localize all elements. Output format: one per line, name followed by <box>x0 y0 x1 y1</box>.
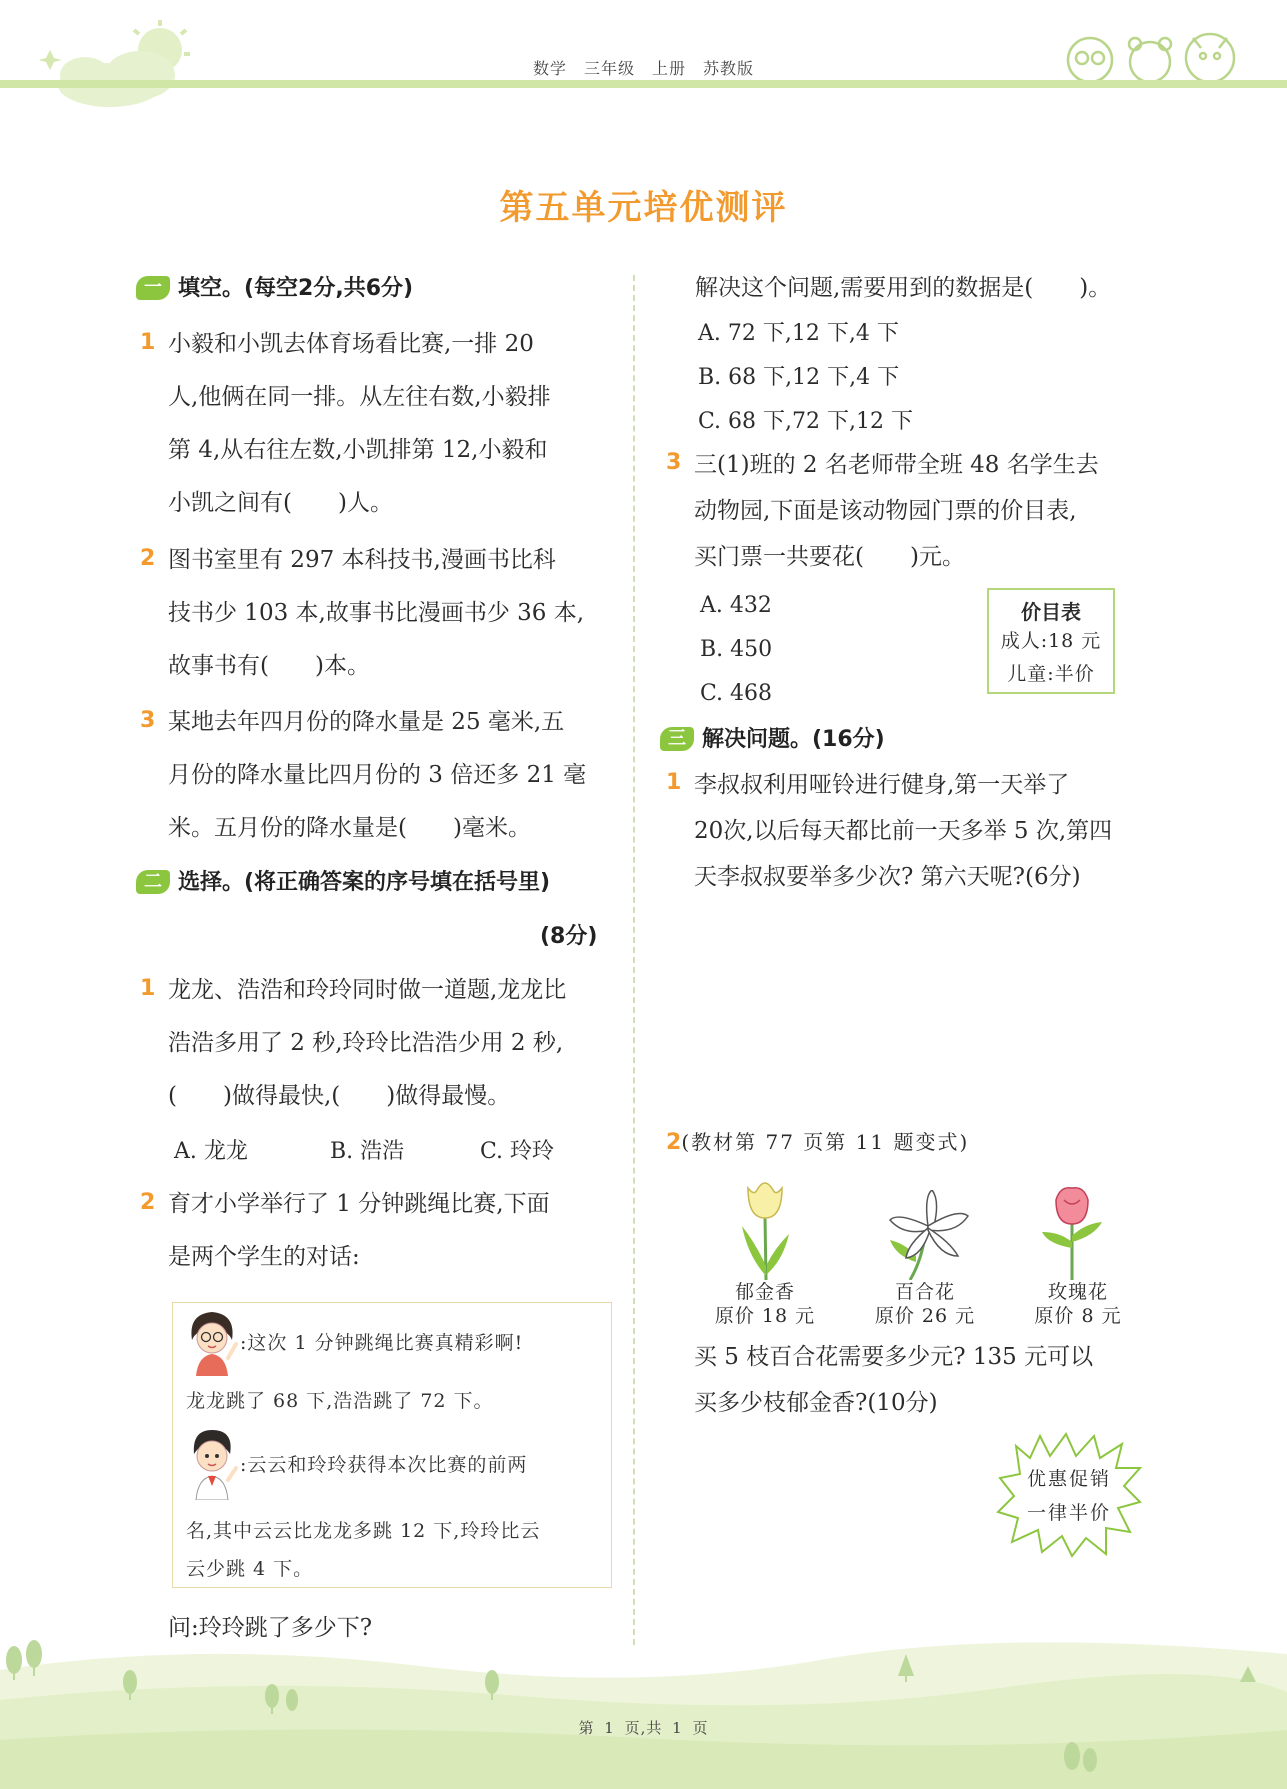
question-number: 1 <box>666 770 682 795</box>
dialog-line: :云云和玲玲获得本次比赛的前两 <box>240 1454 528 1476</box>
header-bar <box>0 80 1287 88</box>
question-text: 解决这个问题,需要用到的数据是( )。 <box>695 275 1112 301</box>
text-line: 育才小学举行了 1 分钟跳绳比赛,下面 <box>168 1191 550 1217</box>
text-line: 是两个学生的对话: <box>168 1244 360 1270</box>
text-line: ( )做得最快,( )做得最慢。 <box>168 1083 511 1109</box>
section-badge: 二 <box>136 870 170 894</box>
dialog-line: 龙龙跳了 68 下,浩浩跳了 72 下。 <box>186 1390 494 1412</box>
text-line: 买 5 枝百合花需要多少元? 135 元可以 <box>694 1344 1094 1370</box>
text-line: 浩浩多用了 2 秒,玲玲比浩浩少用 2 秒, <box>168 1030 564 1056</box>
promo-line: 优惠促销 <box>1026 1468 1111 1490</box>
section-title: 选择。(将正确答案的序号填在括号里) <box>178 870 551 895</box>
option: B. 68 下,12 下,4 下 <box>698 365 900 390</box>
flower-price: 原价 8 元 <box>1034 1305 1122 1327</box>
text-line: 月份的降水量比四月份的 3 倍还多 21 毫 <box>168 762 587 788</box>
tulip-icon <box>730 1176 800 1280</box>
rose-icon <box>1034 1186 1110 1280</box>
section-3-header <box>660 725 885 755</box>
text-line: 李叔叔利用哑铃进行健身,第一天举了 <box>694 772 1070 798</box>
flower-label-rose <box>1013 1280 1143 1328</box>
text-line: 图书室里有 297 本科技书,漫画书比科 <box>168 547 556 573</box>
s2-question-2 <box>140 1178 620 1284</box>
dialog-line: 名,其中云云比龙龙多跳 12 下,玲玲比云 <box>186 1520 541 1542</box>
dialog-line: 云少跳 4 下。 <box>186 1558 314 1580</box>
flower-label-lily <box>860 1280 990 1328</box>
promo-line: 一律半价 <box>1026 1502 1111 1524</box>
section-2-points: (8分) <box>540 924 598 949</box>
boy-avatar-icon <box>182 1424 242 1500</box>
section-title: 解决问题。(16分) <box>702 727 885 752</box>
flower-name: 玫瑰花 <box>1047 1281 1108 1303</box>
section-2-header <box>136 868 550 898</box>
page-title: 第五单元培优测评 <box>499 188 788 228</box>
flower-name: 百合花 <box>894 1281 955 1303</box>
question-text: 问:玲玲跳了多少下? <box>168 1615 373 1641</box>
text-line: 技书少 103 本,故事书比漫画书少 36 本, <box>168 600 585 626</box>
text-line: 小毅和小凯去体育场看比赛,一排 20 <box>168 331 534 357</box>
dialog-line: :这次 1 分钟跳绳比赛真精彩啊! <box>240 1332 524 1354</box>
question-number: 1 <box>140 330 156 355</box>
header-title: 数学 三年级 上册 苏教版 <box>532 59 754 78</box>
option: A. 龙龙 <box>174 1139 248 1164</box>
option: C. 468 <box>700 681 773 706</box>
page-footer: 第 1 页,共 1 页 <box>578 1719 709 1737</box>
question-text <box>694 1334 1093 1426</box>
option: C. 玲玲 <box>480 1139 555 1164</box>
s2-question-1 <box>140 964 620 1123</box>
section-title: 填空。(每空2分,共6分) <box>178 276 414 301</box>
question-number: 3 <box>666 450 682 475</box>
question-number: 2 <box>140 1190 156 1215</box>
section-1-header <box>136 274 413 304</box>
question-number: 2 <box>140 546 156 571</box>
text-line: 天李叔叔要举多少次? 第六天呢?(6分) <box>694 864 1081 890</box>
flower-label-tulip <box>700 1280 830 1328</box>
text-line: 动物园,下面是该动物园门票的价目表, <box>694 498 1077 524</box>
text-line: 第 4,从右往左数,小凯排第 12,小毅和 <box>168 437 548 463</box>
text-line: 人,他俩在同一排。从左往右数,小毅排 <box>168 384 551 410</box>
section-badge: 一 <box>136 276 170 300</box>
option: A. 432 <box>700 593 772 618</box>
option: B. 450 <box>700 637 773 662</box>
text-line: 米。五月份的降水量是( )毫米。 <box>168 815 531 841</box>
question-number: 3 <box>140 708 156 733</box>
flower-name: 郁金香 <box>734 1281 795 1303</box>
text-line: 20次,以后每天都比前一天多举 5 次,第四 <box>694 818 1113 844</box>
price-row: 成人:18 元 <box>1000 630 1102 652</box>
text-line: 龙龙、浩浩和玲玲同时做一道题,龙龙比 <box>168 977 567 1003</box>
question-number: 1 <box>140 976 156 1001</box>
text-line: 故事书有( )本。 <box>168 653 370 679</box>
text-line: 小凯之间有( )人。 <box>168 490 393 516</box>
text-line: 三(1)班的 2 名老师带全班 48 名学生去 <box>694 452 1099 478</box>
promo-text <box>1010 1462 1128 1530</box>
text-line: 买多少枝郁金香?(10分) <box>694 1390 938 1416</box>
girl-avatar-icon <box>182 1306 242 1376</box>
text-line: 买门票一共要花( )元。 <box>694 544 965 570</box>
s1-question-3 <box>140 696 620 855</box>
flower-price: 原价 18 元 <box>714 1305 816 1327</box>
s1-question-1 <box>140 318 620 530</box>
question-number: 2 <box>666 1130 682 1155</box>
text-line: 某地去年四月份的降水量是 25 毫米,五 <box>168 709 565 735</box>
s3-question-1 <box>666 762 1166 900</box>
option: A. 72 下,12 下,4 下 <box>698 321 899 346</box>
column-divider <box>633 275 635 1645</box>
price-table-title: 价目表 <box>1021 600 1081 624</box>
price-row: 儿童:半价 <box>1007 663 1095 685</box>
lily-icon <box>886 1190 970 1280</box>
section-badge: 三 <box>660 727 694 751</box>
option: B. 浩浩 <box>330 1139 405 1164</box>
s3-question-2 <box>666 1126 1166 1155</box>
question-source: (教材第 77 页第 11 题变式) <box>681 1130 970 1154</box>
s1-question-2 <box>140 534 620 693</box>
s2-question-3 <box>666 442 1166 580</box>
flower-price: 原价 26 元 <box>874 1305 976 1327</box>
price-table <box>987 588 1115 694</box>
option: C. 68 下,72 下,12 下 <box>698 409 913 434</box>
footer-landscape <box>0 1630 1287 1789</box>
